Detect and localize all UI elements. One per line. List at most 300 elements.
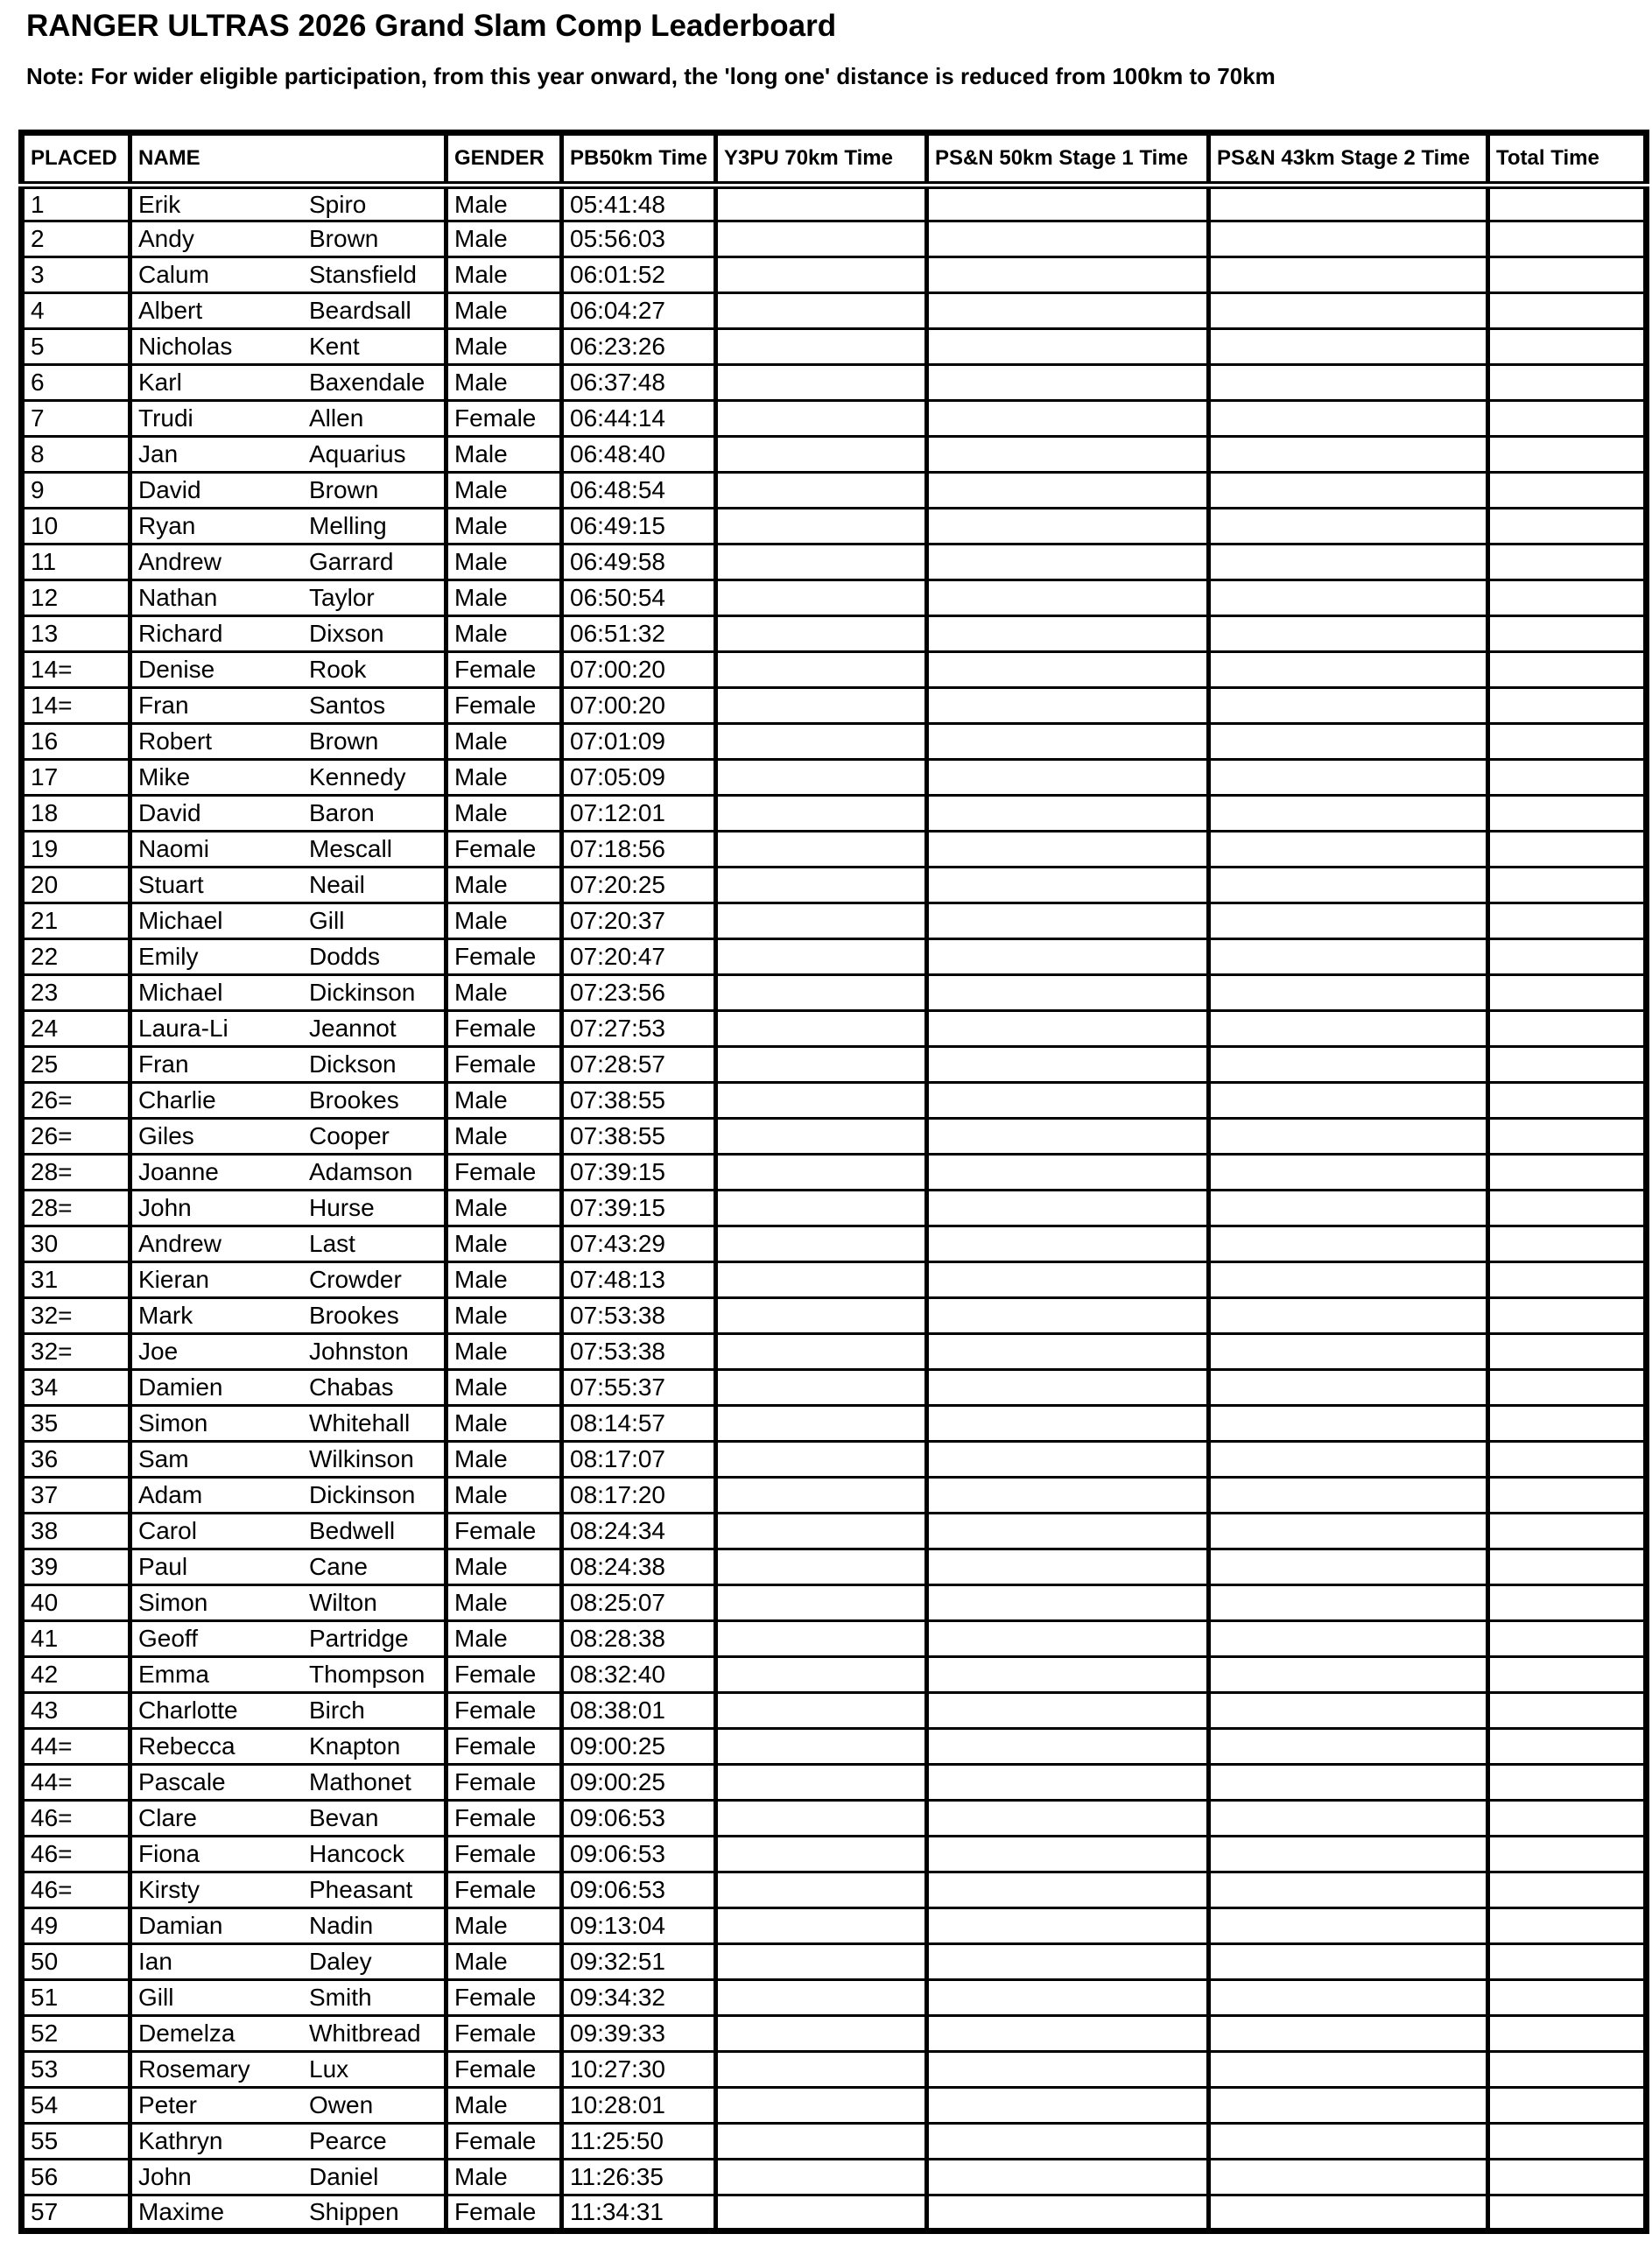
first-name: Michael <box>138 907 223 934</box>
table-row <box>22 1549 1647 1585</box>
name-cell <box>130 1083 446 1119</box>
name-cell <box>130 868 446 903</box>
name-cell <box>130 437 446 473</box>
first-name: Damien <box>138 1373 223 1401</box>
gender-cell: Male <box>446 1119 562 1155</box>
psn-43km-stage2-time-cell <box>1209 616 1488 652</box>
last-name: Aquarius <box>309 440 406 467</box>
psn-43km-stage2-time-cell <box>1209 688 1488 724</box>
table-row <box>22 903 1647 939</box>
psn-43km-stage2-time-cell <box>1209 1729 1488 1765</box>
first-name: Emily <box>138 943 199 970</box>
name-cell <box>130 975 446 1011</box>
last-name: Dickinson <box>309 1481 416 1508</box>
table-row <box>22 544 1647 580</box>
name-cell <box>130 688 446 724</box>
psn-50km-stage1-time-cell <box>927 1334 1209 1370</box>
first-name: Simon <box>138 1409 208 1437</box>
first-name: Pascale <box>138 1768 226 1795</box>
gender-cell: Female <box>446 1980 562 2016</box>
total-time-cell <box>1488 293 1647 329</box>
pb50km-time-cell: 09:00:25 <box>562 1729 716 1765</box>
placed-cell: 4 <box>22 293 130 329</box>
placed-cell: 19 <box>22 832 130 868</box>
placed-cell: 38 <box>22 1514 130 1549</box>
first-name: Mark <box>138 1302 193 1329</box>
psn-43km-stage2-time-cell <box>1209 437 1488 473</box>
pb50km-time-cell: 08:24:34 <box>562 1514 716 1549</box>
psn-50km-stage1-time-cell <box>927 329 1209 365</box>
y3pu-70km-time-cell <box>716 580 927 616</box>
psn-50km-stage1-time-cell <box>927 724 1209 760</box>
psn-43km-stage2-time-cell <box>1209 1478 1488 1514</box>
psn-43km-stage2-time-cell <box>1209 580 1488 616</box>
psn-50km-stage1-time-cell <box>927 939 1209 975</box>
total-time-cell <box>1488 1262 1647 1298</box>
gender-cell: Male <box>446 1370 562 1406</box>
total-time-cell <box>1488 329 1647 365</box>
name-cell <box>130 1191 446 1226</box>
last-name: Cane <box>309 1553 368 1580</box>
name-cell <box>130 1621 446 1657</box>
name-cell <box>130 1298 446 1334</box>
first-name: Karl <box>138 369 182 396</box>
column-header-psn-50km-stage1-time: PS&N 50km Stage 1 Time <box>927 133 1209 186</box>
table-row <box>22 2052 1647 2088</box>
gender-cell: Male <box>446 257 562 293</box>
last-name: Bedwell <box>309 1517 396 1544</box>
name-cell <box>130 1693 446 1729</box>
psn-50km-stage1-time-cell <box>927 580 1209 616</box>
table-row <box>22 2088 1647 2124</box>
total-time-cell <box>1488 1334 1647 1370</box>
placed-cell: 34 <box>22 1370 130 1406</box>
table-row <box>22 1514 1647 1549</box>
placed-cell: 56 <box>22 2160 130 2195</box>
last-name: Neail <box>309 871 365 898</box>
psn-50km-stage1-time-cell <box>927 2088 1209 2124</box>
total-time-cell <box>1488 186 1647 221</box>
psn-50km-stage1-time-cell <box>927 832 1209 868</box>
first-name: Joe <box>138 1338 179 1365</box>
total-time-cell <box>1488 724 1647 760</box>
y3pu-70km-time-cell <box>716 1980 927 2016</box>
last-name: Johnston <box>309 1338 409 1365</box>
placed-cell: 1 <box>22 186 130 221</box>
first-name: Kieran <box>138 1266 209 1293</box>
pb50km-time-cell: 06:44:14 <box>562 401 716 437</box>
total-time-cell <box>1488 1514 1647 1549</box>
y3pu-70km-time-cell <box>716 1585 927 1621</box>
first-name: Fiona <box>138 1840 200 1867</box>
table-row <box>22 939 1647 975</box>
placed-cell: 39 <box>22 1549 130 1585</box>
last-name: Crowder <box>309 1266 402 1293</box>
gender-cell: Male <box>446 1478 562 1514</box>
table-row <box>22 1478 1647 1514</box>
gender-cell: Female <box>446 652 562 688</box>
first-name: Calum <box>138 261 209 288</box>
table-row <box>22 2016 1647 2052</box>
pb50km-time-cell: 09:13:04 <box>562 1908 716 1944</box>
y3pu-70km-time-cell <box>716 975 927 1011</box>
y3pu-70km-time-cell <box>716 2052 927 2088</box>
first-name: Robert <box>138 727 213 755</box>
first-name: Rebecca <box>138 1732 235 1760</box>
psn-50km-stage1-time-cell <box>927 2124 1209 2160</box>
y3pu-70km-time-cell <box>716 257 927 293</box>
psn-43km-stage2-time-cell <box>1209 1226 1488 1262</box>
last-name: Wilton <box>309 1589 377 1616</box>
table-row <box>22 1226 1647 1262</box>
gender-cell: Male <box>446 1908 562 1944</box>
total-time-cell <box>1488 1729 1647 1765</box>
placed-cell: 9 <box>22 473 130 509</box>
name-cell <box>130 2124 446 2160</box>
psn-50km-stage1-time-cell <box>927 1621 1209 1657</box>
total-time-cell <box>1488 652 1647 688</box>
y3pu-70km-time-cell <box>716 1442 927 1478</box>
gender-cell: Male <box>446 293 562 329</box>
pb50km-time-cell: 07:05:09 <box>562 760 716 796</box>
name-cell <box>130 1155 446 1191</box>
total-time-cell <box>1488 1155 1647 1191</box>
table-row <box>22 760 1647 796</box>
gender-cell: Male <box>446 903 562 939</box>
gender-cell: Female <box>446 1047 562 1083</box>
gender-cell: Male <box>446 544 562 580</box>
last-name: Daniel <box>309 2163 379 2190</box>
y3pu-70km-time-cell <box>716 2195 927 2231</box>
gender-cell: Male <box>446 1549 562 1585</box>
placed-cell: 26= <box>22 1083 130 1119</box>
gender-cell: Female <box>446 939 562 975</box>
psn-50km-stage1-time-cell <box>927 868 1209 903</box>
name-cell <box>130 1047 446 1083</box>
y3pu-70km-time-cell <box>716 1334 927 1370</box>
placed-cell: 43 <box>22 1693 130 1729</box>
psn-43km-stage2-time-cell <box>1209 903 1488 939</box>
gender-cell: Male <box>446 975 562 1011</box>
total-time-cell <box>1488 1478 1647 1514</box>
gender-cell: Female <box>446 401 562 437</box>
gender-cell: Male <box>446 2088 562 2124</box>
pb50km-time-cell: 09:06:53 <box>562 1837 716 1872</box>
total-time-cell <box>1488 2195 1647 2231</box>
pb50km-time-cell: 05:41:48 <box>562 186 716 221</box>
pb50km-time-cell: 08:24:38 <box>562 1549 716 1585</box>
psn-43km-stage2-time-cell <box>1209 1514 1488 1549</box>
y3pu-70km-time-cell <box>716 832 927 868</box>
first-name: Giles <box>138 1122 194 1149</box>
psn-43km-stage2-time-cell <box>1209 832 1488 868</box>
y3pu-70km-time-cell <box>716 544 927 580</box>
table-row <box>22 832 1647 868</box>
first-name: Emma <box>138 1661 209 1688</box>
gender-cell: Male <box>446 1585 562 1621</box>
name-cell <box>130 1729 446 1765</box>
leaderboard-rows <box>22 186 1647 2231</box>
y3pu-70km-time-cell <box>716 2016 927 2052</box>
total-time-cell <box>1488 401 1647 437</box>
psn-43km-stage2-time-cell <box>1209 1298 1488 1334</box>
psn-43km-stage2-time-cell <box>1209 365 1488 401</box>
total-time-cell <box>1488 616 1647 652</box>
y3pu-70km-time-cell <box>716 1872 927 1908</box>
psn-43km-stage2-time-cell <box>1209 1262 1488 1298</box>
placed-cell: 12 <box>22 580 130 616</box>
table-row <box>22 1872 1647 1908</box>
pb50km-time-cell: 07:00:20 <box>562 652 716 688</box>
placed-cell: 13 <box>22 616 130 652</box>
last-name: Knapton <box>309 1732 401 1760</box>
placed-cell: 26= <box>22 1119 130 1155</box>
placed-cell: 17 <box>22 760 130 796</box>
total-time-cell <box>1488 688 1647 724</box>
last-name: Daley <box>309 1948 372 1975</box>
placed-cell: 36 <box>22 1442 130 1478</box>
last-name: Kent <box>309 333 360 360</box>
total-time-cell <box>1488 544 1647 580</box>
name-cell <box>130 544 446 580</box>
y3pu-70km-time-cell <box>716 2124 927 2160</box>
last-name: Melling <box>309 512 387 539</box>
last-name: Cooper <box>309 1122 390 1149</box>
total-time-cell <box>1488 1693 1647 1729</box>
psn-50km-stage1-time-cell <box>927 1944 1209 1980</box>
gender-cell: Female <box>446 1729 562 1765</box>
table-row <box>22 257 1647 293</box>
psn-43km-stage2-time-cell <box>1209 473 1488 509</box>
last-name: Thompson <box>309 1661 425 1688</box>
pb50km-time-cell: 07:20:25 <box>562 868 716 903</box>
last-name: Birch <box>309 1697 365 1724</box>
pb50km-time-cell: 06:48:54 <box>562 473 716 509</box>
y3pu-70km-time-cell <box>716 473 927 509</box>
total-time-cell <box>1488 1944 1647 1980</box>
total-time-cell <box>1488 1083 1647 1119</box>
first-name: Laura-Li <box>138 1015 228 1042</box>
psn-43km-stage2-time-cell <box>1209 544 1488 580</box>
column-header-placed: PLACED <box>22 133 130 186</box>
psn-43km-stage2-time-cell <box>1209 1549 1488 1585</box>
name-cell <box>130 473 446 509</box>
gender-cell: Male <box>446 365 562 401</box>
psn-43km-stage2-time-cell <box>1209 1657 1488 1693</box>
psn-43km-stage2-time-cell <box>1209 1406 1488 1442</box>
psn-43km-stage2-time-cell <box>1209 2124 1488 2160</box>
psn-50km-stage1-time-cell <box>927 1226 1209 1262</box>
y3pu-70km-time-cell <box>716 1908 927 1944</box>
first-name: David <box>138 799 201 826</box>
psn-50km-stage1-time-cell <box>927 365 1209 401</box>
psn-43km-stage2-time-cell <box>1209 2160 1488 2195</box>
pb50km-time-cell: 06:51:32 <box>562 616 716 652</box>
total-time-cell <box>1488 1226 1647 1262</box>
placed-cell: 24 <box>22 1011 130 1047</box>
name-cell <box>130 1944 446 1980</box>
gender-cell: Female <box>446 2016 562 2052</box>
placed-cell: 6 <box>22 365 130 401</box>
y3pu-70km-time-cell <box>716 293 927 329</box>
psn-43km-stage2-time-cell <box>1209 1837 1488 1872</box>
first-name: Peter <box>138 2091 197 2118</box>
psn-50km-stage1-time-cell <box>927 1514 1209 1549</box>
table-row <box>22 1908 1647 1944</box>
pb50km-time-cell: 11:25:50 <box>562 2124 716 2160</box>
table-row <box>22 401 1647 437</box>
psn-43km-stage2-time-cell <box>1209 509 1488 544</box>
first-name: Nicholas <box>138 333 233 360</box>
first-name: Charlie <box>138 1086 216 1113</box>
pb50km-time-cell: 09:06:53 <box>562 1801 716 1837</box>
placed-cell: 50 <box>22 1944 130 1980</box>
last-name: Stansfield <box>309 261 417 288</box>
total-time-cell <box>1488 257 1647 293</box>
first-name: Sam <box>138 1445 189 1472</box>
y3pu-70km-time-cell <box>716 437 927 473</box>
last-name: Wilkinson <box>309 1445 414 1472</box>
total-time-cell <box>1488 939 1647 975</box>
y3pu-70km-time-cell <box>716 868 927 903</box>
name-cell <box>130 832 446 868</box>
psn-50km-stage1-time-cell <box>927 1585 1209 1621</box>
psn-50km-stage1-time-cell <box>927 186 1209 221</box>
psn-43km-stage2-time-cell <box>1209 1370 1488 1406</box>
name-cell <box>130 1514 446 1549</box>
total-time-cell <box>1488 1980 1647 2016</box>
y3pu-70km-time-cell <box>716 1944 927 1980</box>
last-name: Adamson <box>309 1158 413 1185</box>
pb50km-time-cell: 08:28:38 <box>562 1621 716 1657</box>
gender-cell: Female <box>446 2124 562 2160</box>
gender-cell: Female <box>446 2195 562 2231</box>
table-row <box>22 1262 1647 1298</box>
psn-50km-stage1-time-cell <box>927 903 1209 939</box>
last-name: Rook <box>309 656 367 683</box>
pb50km-time-cell: 09:06:53 <box>562 1872 716 1908</box>
y3pu-70km-time-cell <box>716 1370 927 1406</box>
name-cell <box>130 903 446 939</box>
y3pu-70km-time-cell <box>716 724 927 760</box>
y3pu-70km-time-cell <box>716 1083 927 1119</box>
last-name: Shippen <box>309 2198 399 2225</box>
total-time-cell <box>1488 473 1647 509</box>
pb50km-time-cell: 07:39:15 <box>562 1191 716 1226</box>
gender-cell: Male <box>446 1226 562 1262</box>
name-cell <box>130 1406 446 1442</box>
table-row <box>22 796 1647 832</box>
placed-cell: 20 <box>22 868 130 903</box>
table-row <box>22 724 1647 760</box>
name-cell <box>130 1980 446 2016</box>
y3pu-70km-time-cell <box>716 1693 927 1729</box>
pb50km-time-cell: 07:53:38 <box>562 1334 716 1370</box>
psn-43km-stage2-time-cell <box>1209 1047 1488 1083</box>
total-time-cell <box>1488 2088 1647 2124</box>
pb50km-time-cell: 08:38:01 <box>562 1693 716 1729</box>
last-name: Kennedy <box>309 763 406 790</box>
pb50km-time-cell: 08:14:57 <box>562 1406 716 1442</box>
psn-50km-stage1-time-cell <box>927 652 1209 688</box>
table-row <box>22 1155 1647 1191</box>
first-name: Fran <box>138 692 189 719</box>
table-row <box>22 868 1647 903</box>
y3pu-70km-time-cell <box>716 1226 927 1262</box>
name-cell <box>130 1478 446 1514</box>
gender-cell: Female <box>446 832 562 868</box>
table-row <box>22 580 1647 616</box>
gender-cell: Male <box>446 868 562 903</box>
name-cell <box>130 1442 446 1478</box>
last-name: Brookes <box>309 1086 399 1113</box>
psn-43km-stage2-time-cell <box>1209 2088 1488 2124</box>
y3pu-70km-time-cell <box>716 1549 927 1585</box>
pb50km-time-cell: 10:28:01 <box>562 2088 716 2124</box>
placed-cell: 44= <box>22 1765 130 1801</box>
psn-43km-stage2-time-cell <box>1209 939 1488 975</box>
table-row <box>22 365 1647 401</box>
y3pu-70km-time-cell <box>716 1119 927 1155</box>
placed-cell: 23 <box>22 975 130 1011</box>
first-name: Erik <box>138 190 181 218</box>
psn-50km-stage1-time-cell <box>927 1262 1209 1298</box>
pb50km-time-cell: 07:28:57 <box>562 1047 716 1083</box>
y3pu-70km-time-cell <box>716 616 927 652</box>
gender-cell: Male <box>446 1621 562 1657</box>
first-name: Charlotte <box>138 1697 238 1724</box>
pb50km-time-cell: 07:55:37 <box>562 1370 716 1406</box>
psn-43km-stage2-time-cell <box>1209 1191 1488 1226</box>
psn-50km-stage1-time-cell <box>927 1549 1209 1585</box>
psn-50km-stage1-time-cell <box>927 1657 1209 1693</box>
pb50km-time-cell: 06:50:54 <box>562 580 716 616</box>
placed-cell: 7 <box>22 401 130 437</box>
first-name: Jan <box>138 440 179 467</box>
pb50km-time-cell: 09:34:32 <box>562 1980 716 2016</box>
name-cell <box>130 1262 446 1298</box>
name-cell <box>130 1011 446 1047</box>
first-name: David <box>138 476 201 503</box>
gender-cell: Female <box>446 1837 562 1872</box>
total-time-cell <box>1488 796 1647 832</box>
table-row <box>22 1693 1647 1729</box>
table-row <box>22 1334 1647 1370</box>
name-cell <box>130 724 446 760</box>
gender-cell: Female <box>446 1514 562 1549</box>
name-cell <box>130 580 446 616</box>
psn-43km-stage2-time-cell <box>1209 1693 1488 1729</box>
psn-50km-stage1-time-cell <box>927 2195 1209 2231</box>
name-cell <box>130 2052 446 2088</box>
pb50km-time-cell: 08:32:40 <box>562 1657 716 1693</box>
gender-cell: Male <box>446 437 562 473</box>
gender-cell: Female <box>446 1693 562 1729</box>
first-name: Ryan <box>138 512 196 539</box>
pb50km-time-cell: 06:01:52 <box>562 257 716 293</box>
table-row <box>22 1837 1647 1872</box>
y3pu-70km-time-cell <box>716 1262 927 1298</box>
placed-cell: 32= <box>22 1334 130 1370</box>
placed-cell: 28= <box>22 1155 130 1191</box>
y3pu-70km-time-cell <box>716 1047 927 1083</box>
page-note: Note: For wider eligible participation, from this year onward, the 'long one' distance is reduced from 100km to 70km <box>26 63 1276 89</box>
y3pu-70km-time-cell <box>716 401 927 437</box>
placed-cell: 3 <box>22 257 130 293</box>
name-cell <box>130 616 446 652</box>
placed-cell: 54 <box>22 2088 130 2124</box>
gender-cell: Female <box>446 1765 562 1801</box>
